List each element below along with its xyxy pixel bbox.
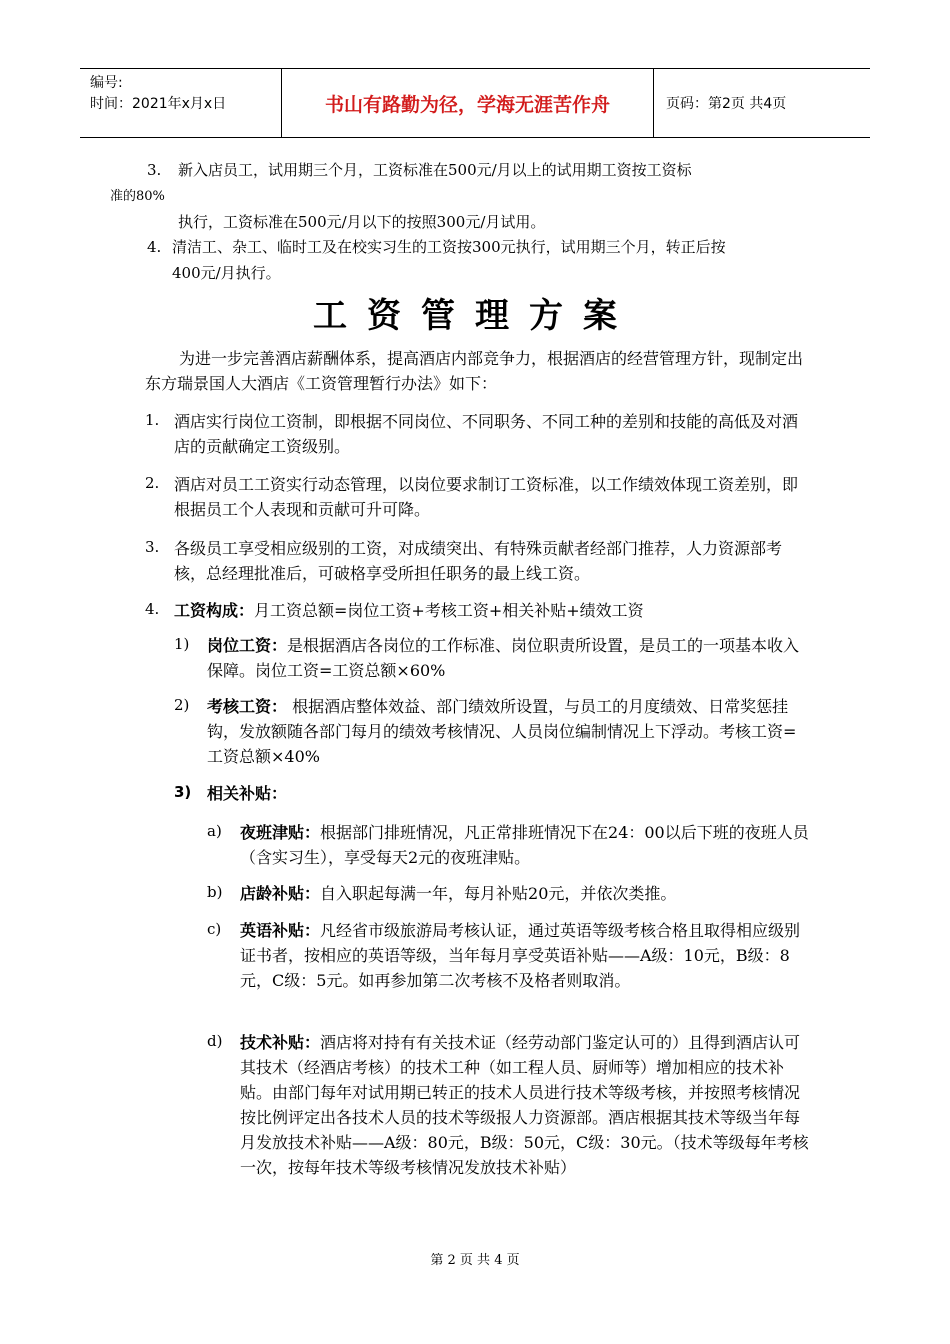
allowance-b-number: b)	[207, 883, 223, 901]
sub-2-bold-label: 考核工资：	[207, 697, 288, 716]
sub-3-number: 3)	[174, 783, 192, 801]
sub-3-bold-label: 相关补贴：	[207, 784, 288, 803]
allowance-a-text	[240, 820, 810, 870]
allowance-b-bold-label: 店龄补贴：	[240, 884, 321, 903]
allowance-d-body: 酒店将对持有有关技术证（经劳动部门鉴定认可的）且得到酒店认可其技术（经酒店考核）的技术工种（如工程人员、厨师等）增加相应的技术补贴。由部门每年对试用期已转正的技术人员进行技术等级考核，并按照考核情况按比例评定出各技术人员的技术等级报人力资源部。酒店根据其技术等级当年每月发放技术补贴——A级：80元，B级：50元，C级：30元。（技术等级每年考核一次，按每年技术等级考核情况发放技术补贴）	[240, 1033, 809, 1177]
sub-3-text	[207, 781, 810, 806]
item-4-bold-label: 工资构成：	[174, 601, 255, 620]
sub-1-text	[207, 633, 810, 683]
item-1-text: 酒店实行岗位工资制，即根据不同岗位、不同职务、不同工种的差别和技能的高低及对酒店的贡献确定工资级别。	[174, 412, 799, 456]
header-motto: 书山有路勤为径，学海无涯苦作舟	[282, 69, 654, 137]
allowance-c-bold-label: 英语补贴：	[240, 921, 321, 940]
item-2-number: 2.	[145, 474, 160, 492]
allowance-c-body: 凡经省市级旅游局考核认证，通过英语等级考核合格且取得相应级别证书者，按相应的英语等级，当年每月享受英语补贴——A级：10元，B级：8元，C级：5元。如再参加第二次考核不及格者则取消。	[240, 921, 801, 990]
page-header	[80, 68, 870, 138]
allowance-d-number: d)	[207, 1032, 223, 1050]
allowance-b-body: 自入职起每满一年，每月补贴20元，并依次类推。	[320, 884, 677, 903]
intro-item-4-line2: 400元/月执行。	[172, 264, 281, 282]
item-3-text: 各级员工享受相应级别的工资，对成绩突出、有特殊贡献者经部门推荐，人力资源部考核，总经理批准后，可破格享受所担任职务的最上线工资。	[174, 539, 783, 583]
allowance-a-body: 根据部门排班情况，凡正常排班情况下在24：00以后下班的夜班人员（含实习生），享受每天2元的夜班津贴。	[240, 823, 809, 867]
allowance-b-text	[240, 881, 810, 906]
intro-item-4-line1: 清洁工、杂工、临时工及在校实习生的工资按300元执行，试用期三个月，转正后按	[172, 238, 726, 256]
allowance-d-text	[240, 1030, 810, 1180]
doc-date-label: 时间：2021年x月x日	[90, 96, 227, 112]
item-1-number: 1.	[145, 411, 160, 429]
sub-2-body: 根据酒店整体效益、部门绩效所设置，与员工的月度绩效、日常奖惩挂钩，发放额随各部门每月的绩效考核情况、人员岗位编制情况上下浮动。考核工资=工资总额×40%	[207, 697, 797, 766]
allowance-c-text	[240, 918, 810, 993]
intro-item-4-number: 4.	[147, 238, 162, 256]
allowance-a-bold-label: 夜班津贴：	[240, 823, 321, 842]
intro-item-3-line2: 准的80%	[110, 189, 165, 204]
sub-1-bold-label: 岗位工资：	[207, 636, 288, 655]
intro-item-3-number: 3.	[147, 161, 162, 179]
intro-item-3-line1: 新入店员工，试用期三个月，工资标准在500元/月以上的试用期工资按工资标	[178, 161, 692, 179]
item-4-number: 4.	[145, 600, 160, 618]
item-4-text	[174, 598, 810, 623]
sub-2-number: 2)	[174, 696, 190, 714]
document-title: 工资管理方案	[313, 296, 637, 336]
page-footer: 第 2 页 共 4 页	[430, 1253, 520, 1268]
preface-paragraph: 为进一步完善酒店薪酬体系，提高酒店内部竞争力，根据酒店的经营管理方针，现制定出东方瑞景国人大酒店《工资管理暂行办法》如下：	[145, 349, 804, 393]
item-3-number: 3.	[145, 538, 160, 556]
doc-code-label: 编号:	[90, 75, 123, 91]
allowance-a-number: a)	[207, 822, 222, 840]
item-4-body: 月工资总额=岗位工资+考核工资+相关补贴+绩效工资	[254, 601, 644, 620]
sub-2-text	[207, 694, 810, 769]
item-2-text: 酒店对员工工资实行动态管理，以岗位要求制订工资标准，以工作绩效体现工资差别，即根据员工个人表现和贡献可升可降。	[174, 475, 799, 519]
header-meta	[80, 69, 282, 137]
allowance-c-number: c)	[207, 920, 222, 938]
intro-item-3-line3: 执行，工资标准在500元/月以下的按照300元/月试用。	[178, 213, 546, 231]
sub-1-body: 是根据酒店各岗位的工作标准、岗位职责所设置，是员工的一项基本收入保障。岗位工资=工资总额×60%	[207, 636, 800, 680]
allowance-d-bold-label: 技术补贴：	[240, 1033, 321, 1052]
header-page-label: 页码：第2页 共4页	[666, 96, 787, 112]
sub-1-number: 1)	[174, 635, 190, 653]
